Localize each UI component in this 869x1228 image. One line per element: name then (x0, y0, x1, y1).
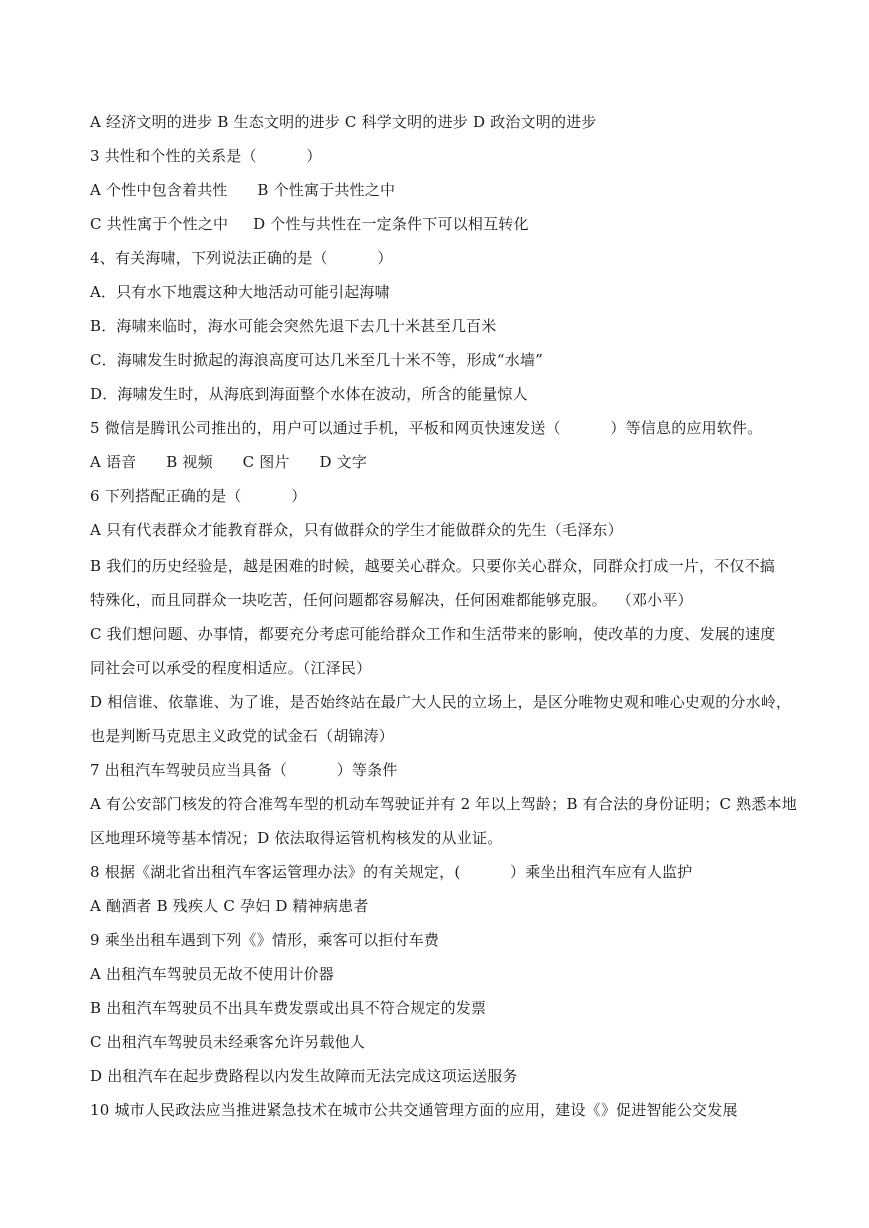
text-line: A．只有水下地震这种大地活动可能引起海啸 (90, 283, 390, 301)
text-line: 7 出租汽车驾驶员应当具备（ ）等条件 (90, 761, 398, 779)
text-line: A 有公安部门核发的符合准驾车型的机动车驾驶证并有 2 年以上驾龄；B 有合法的身份证明；C 熟悉本地 (90, 795, 797, 813)
text-line: 也是判断马克思主义政党的试金石（胡锦涛） (90, 727, 395, 745)
text-line: B 出租汽车驾驶员不出具车费发票或出具不符合规定的发票 (90, 999, 487, 1017)
text-line: A 经济文明的进步 B 生态文明的进步 C 科学文明的进步 D 政治文明的进步 (90, 113, 597, 131)
text-line: C．海啸发生时掀起的海浪高度可达几米至几十米不等，形成“水墙” (90, 351, 544, 369)
text-line: D 出租汽车在起步费路程以内发生故障而无法完成这项运送服务 (90, 1067, 518, 1085)
text-line: 3 共性和个性的关系是（ ） (90, 147, 322, 165)
text-line: A 出租汽车驾驶员无故不使用计价器 (90, 965, 335, 983)
text-line: C 共性寓于个性之中 D 个性与共性在一定条件下可以相互转化 (90, 215, 529, 233)
text-line: 5 微信是腾讯公司推出的，用户可以通过手机，平板和网页快速发送（ ）等信息的应用软件。 (90, 419, 763, 437)
text-line: B 我们的历史经验是，越是困难的时候，越要关心群众。只要你关心群众，同群众打成一片，不仅不搞 (90, 557, 775, 575)
text-line: 6 下列搭配正确的是（ ） (90, 487, 307, 505)
text-line: D．海啸发生时，从海底到海面整个水体在波动，所含的能量惊人 (90, 385, 528, 403)
text-line: 区地理环境等基本情况；D 依法取得运管机构核发的从业证。 (90, 829, 503, 847)
text-line: C 我们想问题、办事情，都要充分考虑可能给群众工作和生活带来的影响，使改革的力度、发展的速度 (90, 625, 776, 643)
text-line: B．海啸来临时，海水可能会突然先退下去几十米甚至几百米 (90, 317, 497, 335)
text-line: A 只有代表群众才能教育群众，只有做群众的学生才能做群众的先生（毛泽东） (90, 521, 623, 539)
text-line: 4、有关海啸，下列说法正确的是（ ） (90, 249, 393, 267)
text-line: A 酗酒者 B 残疾人 C 孕妇 D 精神病患者 (90, 897, 369, 915)
text-line: A 语音 B 视频 C 图片 D 文字 (90, 453, 368, 471)
text-line: A 个性中包含着共性 B 个性寓于共性之中 (90, 181, 396, 199)
text-line: 8 根据《湖北省出租汽车客运管理办法》的有关规定，( ）乘坐出租汽车应有人监护 (90, 863, 693, 881)
text-line: 同社会可以承受的程度相适应。（江泽民） (90, 659, 372, 677)
text-line: C 出租汽车驾驶员未经乘客允许另载他人 (90, 1033, 366, 1051)
text-line: 特殊化，而且同群众一块吃苦，任何问题都容易解决，任何困难都能够克服。 （邓小平） (90, 591, 693, 609)
text-line: 9 乘坐出租车遇到下列《》情形，乘客可以拒付车费 (90, 931, 440, 949)
text-line: 10 城市人民政法应当推进紧急技术在城市公共交通管理方面的应用，建设《》促进智能公交发展 (90, 1101, 738, 1119)
text-line: D 相信谁、依靠谁、为了谁，是否始终站在最广大人民的立场上，是区分唯物史观和唯心史观的分水岭， (90, 693, 792, 711)
